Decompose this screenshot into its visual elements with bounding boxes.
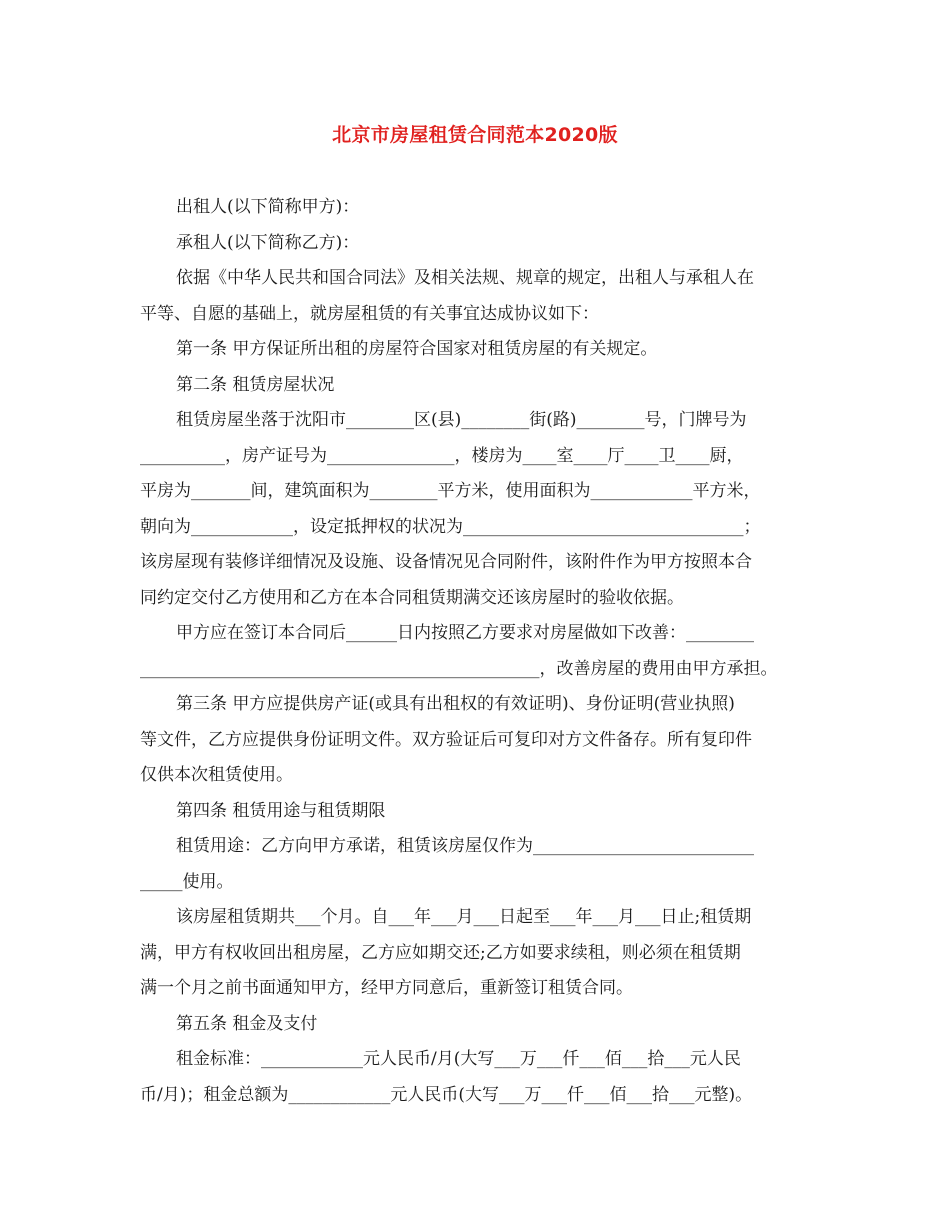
doc-line: 该房屋现有装修详细情况及设施、设备情况见合同附件，该附件作为甲方按照本合 (140, 552, 752, 572)
doc-line: 朝向为____________，设定抵押权的状况为_________________________________； (140, 516, 761, 537)
doc-line: 该房屋租赁期共___个月。自___年___月___日起至___年___月___日止;租赁期 (176, 907, 752, 927)
document-body (140, 190, 820, 1113)
doc-line: 第三条 甲方应提供房产证(或具有出租权的有效证明)、身份证明(营业执照) (176, 694, 735, 714)
doc-line: 第二条 租赁房屋状况 (176, 374, 335, 395)
doc-line: 承租人(以下简称乙方)： (176, 232, 360, 253)
doc-line: 租赁用途：乙方向甲方承诺，租赁该房屋仅作为__________________________ (176, 836, 754, 856)
doc-line: 出租人(以下简称甲方)： (176, 197, 360, 217)
doc-line: __________，房产证号为_______________，楼房为____室____厅____卫____厨， (140, 445, 744, 466)
doc-line: 依据《中华人民共和国合同法》及相关法规、规章的规定，出租人与承租人在 (176, 268, 754, 288)
doc-line: 仅供本次租赁使用。 (140, 765, 293, 785)
doc-line: 第四条 租赁用途与租赁期限 (176, 800, 386, 821)
doc-line: 甲方应在签订本合同后______日内按照乙方要求对房屋做如下改善：________ (176, 623, 754, 643)
doc-line: _______________________________________________，改善房屋的费用由甲方承担。 (140, 658, 778, 679)
doc-line: _____使用。 (140, 871, 234, 892)
doc-line: 租赁房屋坐落于沈阳市________区(县)________街(路)________号，门牌号为 (176, 410, 747, 430)
doc-line: 租金标准：____________元人民币/月(大写___万___仟___佰___拾___元人民 (176, 1049, 741, 1069)
doc-line: 第一条 甲方保证所出租的房屋符合国家对租赁房屋的有关规定。 (176, 339, 658, 359)
document-title: 北京市房屋租赁合同范本2020版 (332, 124, 618, 146)
doc-line: 平房为_______间，建筑面积为________平方米，使用面积为____________平方米， (140, 481, 761, 501)
doc-line: 第五条 租金及支付 (176, 1013, 318, 1034)
doc-line: 等文件，乙方应提供身份证明文件。双方验证后可复印对方文件备存。所有复印件 (140, 729, 752, 750)
doc-line: 平等、自愿的基础上，就房屋租赁的有关事宜达成协议如下： (140, 303, 599, 324)
doc-line: 满，甲方有权收回出租房屋，乙方应如期交还;乙方如要求续租，则必须在租赁期 (140, 942, 741, 963)
doc-line: 同约定交付乙方使用和乙方在本合同租赁期满交还该房屋时的验收依据。 (140, 587, 684, 608)
doc-line: 币/月)；租金总额为____________元人民币(大写___万___仟___佰___拾___元整)。 (140, 1084, 753, 1105)
doc-line: 满一个月之前书面通知甲方，经甲方同意后，重新签订租赁合同。 (140, 978, 633, 998)
